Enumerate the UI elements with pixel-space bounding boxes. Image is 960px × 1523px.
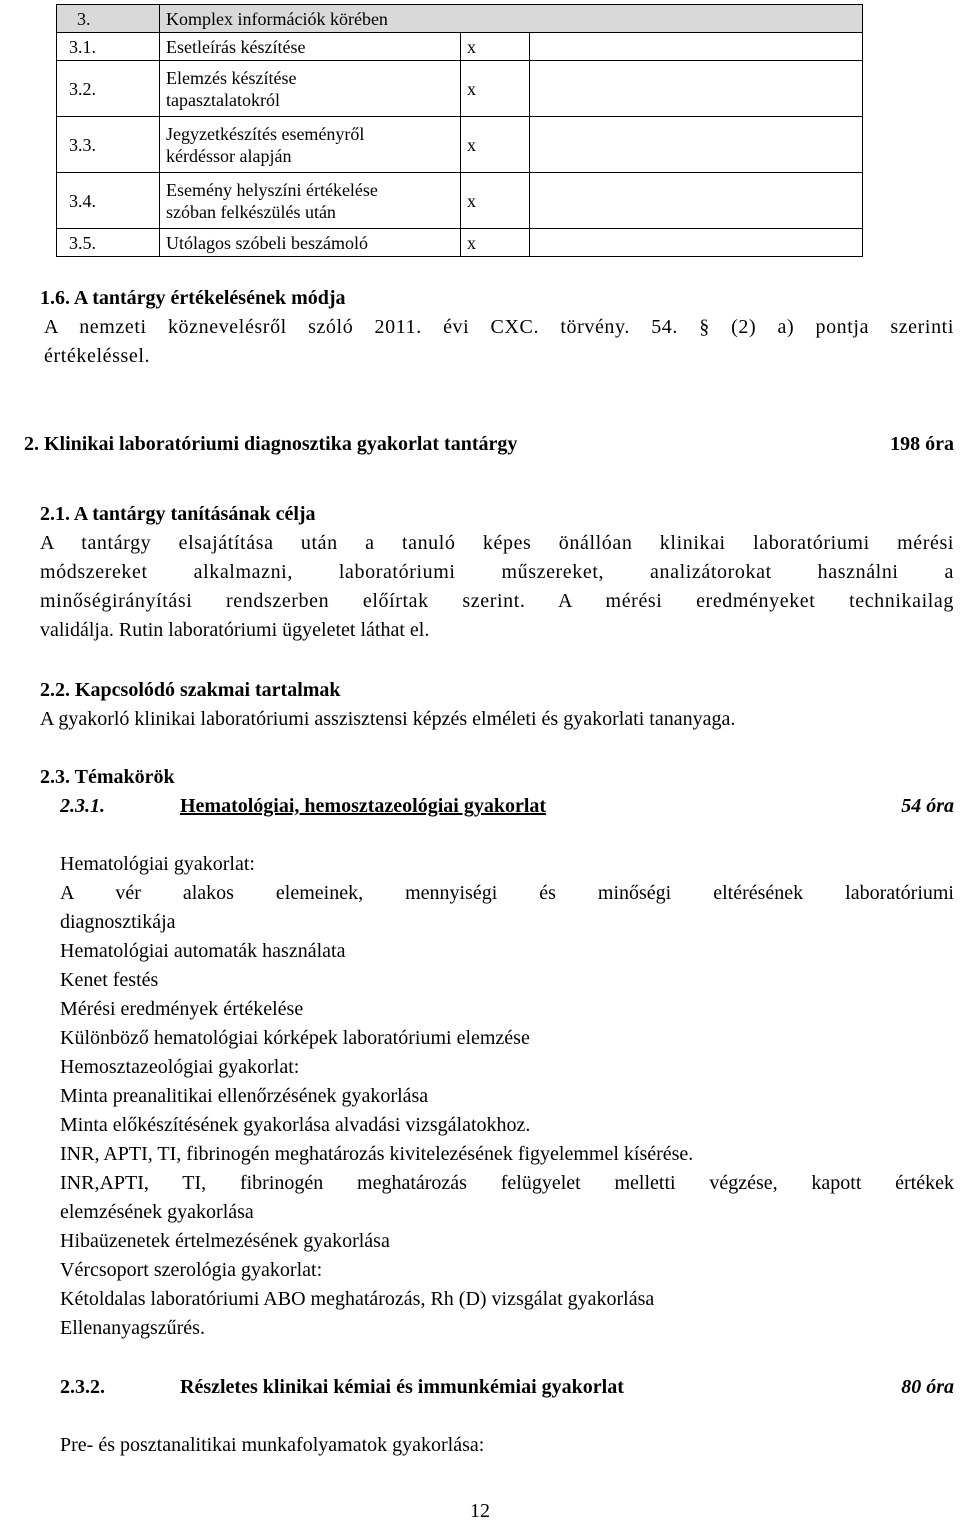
section-2-3-2-title: Részletes klinikai kémiai és immunkémiai gyakorlat <box>180 1376 624 1398</box>
content-line: Kétoldalas laboratóriumi ABO meghatározás, Rh (D) vizsgálat gyakorlása <box>60 1288 655 1310</box>
table-row <box>57 61 863 117</box>
content-line: Mérési eredmények értékelése <box>60 998 304 1020</box>
section-2-3-2-num: 2.3.2. <box>60 1376 105 1398</box>
row-text: Elemzés készítése tapasztalatokról <box>160 61 461 117</box>
section-2-3-1-num: 2.3.1. <box>60 795 105 817</box>
row-mark: x <box>461 117 530 173</box>
table-row <box>57 173 863 229</box>
section-2-1-heading: 2.1. A tantárgy tanításának célja <box>40 503 316 525</box>
content-line: Ellenanyagszűrés. <box>60 1317 205 1339</box>
section-2-hours: 198 óra <box>890 433 954 455</box>
row-empty <box>530 33 863 61</box>
content-line: INR, APTI, TI, fibrinogén meghatározás kivitelezésének figyelemmel kísérése. <box>60 1143 694 1165</box>
section-2-3-1-hours: 54 óra <box>901 795 954 817</box>
section-1-6-heading: 1.6. A tantárgy értékelésének módja <box>40 287 346 309</box>
section-2-2-text: A gyakorló klinikai laboratóriumi asszisztensi képzés elméleti és gyakorlati tananyaga. <box>40 708 736 730</box>
row-mark: x <box>461 33 530 61</box>
section-2-1-line: A tantárgy elsajátítása után a tanuló képes önállóan klinikai laboratóriumi mérési <box>40 532 954 554</box>
content-line: Vércsoport szerológia gyakorlat: <box>60 1259 323 1281</box>
table-row <box>57 33 863 61</box>
row-num: 3.1. <box>57 33 160 61</box>
content-line: Minta preanalitikai ellenőrzésének gyakorlása <box>60 1085 429 1107</box>
table-row <box>57 117 863 173</box>
row-empty <box>530 173 863 229</box>
section-2-1-line: validálja. Rutin laboratóriumi ügyeletet láthat el. <box>40 619 430 641</box>
table-header-num: 3. <box>57 5 160 33</box>
table-header-row <box>57 5 863 33</box>
row-num: 3.3. <box>57 117 160 173</box>
section-2-heading: 2. Klinikai laboratóriumi diagnosztika gyakorlat tantárgy <box>24 433 518 455</box>
row-num: 3.2. <box>57 61 160 117</box>
topics-table <box>56 4 863 257</box>
table-header-text: Komplex információk körében <box>160 5 863 33</box>
row-text: Esetleírás készítése <box>160 33 461 61</box>
content-line: Kenet festés <box>60 969 159 991</box>
row-mark: x <box>461 61 530 117</box>
section-2-3-1-title: Hematológiai, hemosztazeológiai gyakorlat <box>180 795 547 817</box>
page-number: 12 <box>470 1500 490 1522</box>
content-line: Hematológiai automaták használata <box>60 940 346 962</box>
content-line: diagnosztikája <box>60 911 176 933</box>
row-mark: x <box>461 229 530 257</box>
content-line: A vér alakos elemeinek, mennyiségi és minőségi eltérésének laboratóriumi <box>60 882 954 904</box>
section-2-3-2-line: Pre- és posztanalitikai munkafolyamatok gyakorlása: <box>60 1434 485 1456</box>
content-line: Hematológiai gyakorlat: <box>60 853 255 875</box>
table-row <box>57 229 863 257</box>
row-num: 3.5. <box>57 229 160 257</box>
section-2-3-2-hours: 80 óra <box>901 1376 954 1398</box>
content-line: Hibaüzenetek értelmezésének gyakorlása <box>60 1230 390 1252</box>
section-2-3-heading: 2.3. Témakörök <box>40 766 175 788</box>
section-2-1-line: minőségirányítási rendszerben előírtak szerint. A mérési eredményeket technikailag <box>40 590 954 612</box>
row-text: Jegyzetkészítés eseményről kérdéssor alapján <box>160 117 461 173</box>
section-2-2-heading: 2.2. Kapcsolódó szakmai tartalmak <box>40 679 341 701</box>
row-text: Utólagos szóbeli beszámoló <box>160 229 461 257</box>
row-empty <box>530 117 863 173</box>
content-line: Különböző hematológiai kórképek laboratóriumi elemzése <box>60 1027 530 1049</box>
row-empty <box>530 229 863 257</box>
section-1-6-line1: A nemzeti köznevelésről szóló 2011. évi CXC. törvény. 54. § (2) a) pontja szerinti <box>44 316 954 338</box>
row-text: Esemény helyszíni értékelése szóban felkészülés után <box>160 173 461 229</box>
section-2-1-line: módszereket alkalmazni, laboratóriumi műszereket, analizátorokat használni a <box>40 561 954 583</box>
content-line: elemzésének gyakorlása <box>60 1201 254 1223</box>
row-num: 3.4. <box>57 173 160 229</box>
row-empty <box>530 61 863 117</box>
content-line: Minta előkészítésének gyakorlása alvadási vizsgálatokhoz. <box>60 1114 531 1136</box>
section-1-6-line2: értékeléssel. <box>44 345 151 367</box>
content-line: INR,APTI, TI, fibrinogén meghatározás felügyelet melletti végzése, kapott értékek <box>60 1172 954 1194</box>
content-line: Hemosztazeológiai gyakorlat: <box>60 1056 300 1078</box>
row-mark: x <box>461 173 530 229</box>
